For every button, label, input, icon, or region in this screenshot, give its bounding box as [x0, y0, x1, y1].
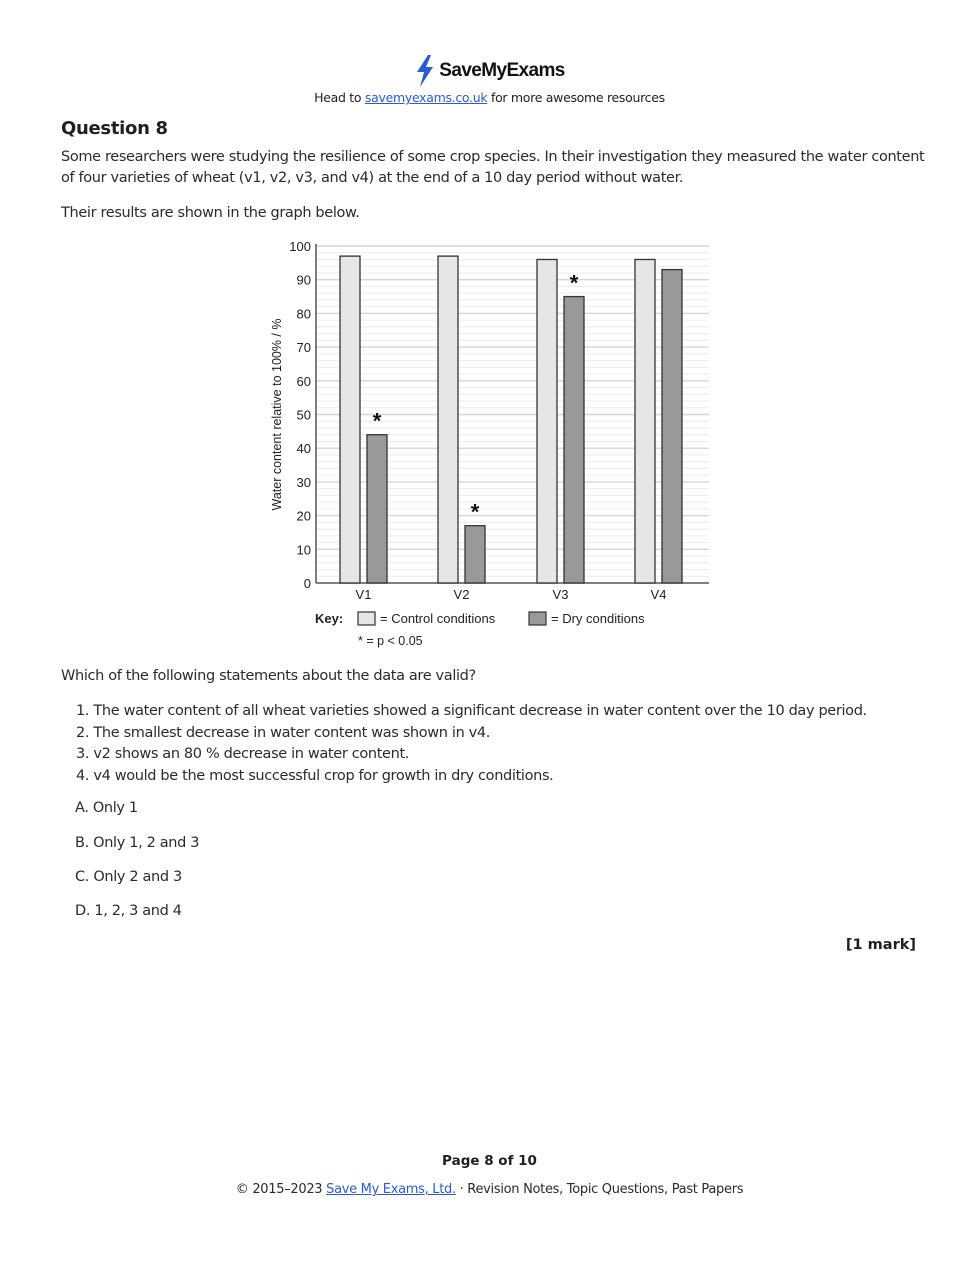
bar-chart [260, 236, 730, 656]
significance-asterisk: * [470, 499, 480, 525]
option-letter: A. [75, 800, 89, 816]
control-bar [340, 256, 360, 583]
legend-label-control: = Control conditions [380, 611, 496, 626]
y-tick-label: 0 [303, 576, 311, 591]
statement-item: 1. The water content of all wheat varieties showed a significant decrease in water content over the 10 day period. [76, 703, 867, 719]
statement-item: 3. v2 shows an 80 % decrease in water content. [76, 746, 410, 762]
question-title: Question 8 [61, 118, 168, 139]
option-b[interactable] [75, 835, 199, 851]
copyright-footer [0, 1182, 979, 1197]
dry-bar [367, 435, 387, 583]
option-text: Only 1 [92, 800, 138, 816]
legend-swatch-dry [529, 612, 546, 625]
significance-asterisk: * [569, 270, 579, 296]
copyright-prefix: © 2015–2023 [235, 1182, 327, 1197]
y-axis-label: Water content relative to 100% / % [270, 318, 284, 511]
y-tick-label: 90 [296, 272, 311, 288]
y-tick-label: 100 [289, 239, 311, 254]
savemyexams-link[interactable]: savemyexams.co.uk [364, 90, 488, 105]
control-bar [438, 256, 458, 583]
option-letter: C. [75, 869, 90, 885]
y-tick-label: 50 [296, 407, 311, 423]
page-header [0, 54, 979, 105]
option-text: Only 2 and 3 [93, 869, 182, 885]
y-tick-label: 60 [296, 373, 311, 389]
y-tick-label: 40 [296, 441, 311, 457]
option-letter: B. [75, 835, 89, 851]
option-d[interactable] [75, 903, 182, 919]
option-text: 1, 2, 3 and 4 [94, 903, 182, 919]
significance-asterisk: * [372, 408, 382, 434]
results-line: Their results are shown in the graph below. [61, 205, 360, 221]
legend-title: Key: [315, 611, 344, 626]
statement-item: 2. The smallest decrease in water content was shown in v4. [76, 724, 491, 741]
option-text: Only 1, 2 and 3 [93, 835, 200, 851]
save-my-exams-link[interactable]: Save My Exams, Ltd. [326, 1182, 456, 1197]
copyright-suffix: · Revision Notes, Topic Questions, Past Papers [455, 1182, 744, 1197]
x-tick-label: V2 [453, 587, 470, 602]
option-c[interactable] [75, 869, 182, 885]
question-intro: Some researchers were studying the resilience of some crop species. In their investigation they measured the water content of four varieties of wheat (v1, v2, v3, and v4) at the end of a 10 day period without water. [61, 149, 925, 186]
tagline [0, 90, 979, 105]
question-prompt: Which of the following statements about the data are valid? [61, 668, 476, 684]
y-tick-label: 70 [296, 340, 311, 356]
option-a[interactable] [75, 800, 138, 816]
y-tick-label: 30 [296, 474, 311, 490]
tagline-suffix: for more awesome resources [487, 90, 665, 105]
marks-label: [1 mark] [845, 937, 916, 953]
y-tick-label: 20 [296, 508, 311, 524]
tagline-prefix: Head to [314, 90, 365, 105]
legend-swatch-control [358, 612, 375, 625]
control-bar [537, 259, 557, 583]
legend-significance-note: * = p < 0.05 [358, 634, 423, 648]
statement-item: 4. v4 would be the most successful crop for growth in dry conditions. [76, 767, 554, 784]
option-letter: D. [75, 903, 91, 919]
statement-list [76, 701, 867, 787]
x-tick-label: V1 [355, 587, 372, 602]
dry-bar [564, 297, 584, 583]
y-tick-label: 10 [296, 542, 311, 558]
page-number: Page 8 of 10 [442, 1153, 537, 1169]
dry-bar [662, 270, 682, 583]
lightning-bolt-icon [414, 55, 436, 87]
control-bar [635, 259, 655, 583]
brand-name: SaveMyExams [439, 60, 565, 81]
x-tick-label: V4 [650, 587, 667, 602]
dry-bar [465, 526, 485, 583]
legend-label-dry: = Dry conditions [551, 611, 645, 626]
brand-logo[interactable] [0, 54, 979, 88]
y-tick-label: 80 [296, 306, 311, 322]
x-tick-label: V3 [552, 587, 569, 602]
